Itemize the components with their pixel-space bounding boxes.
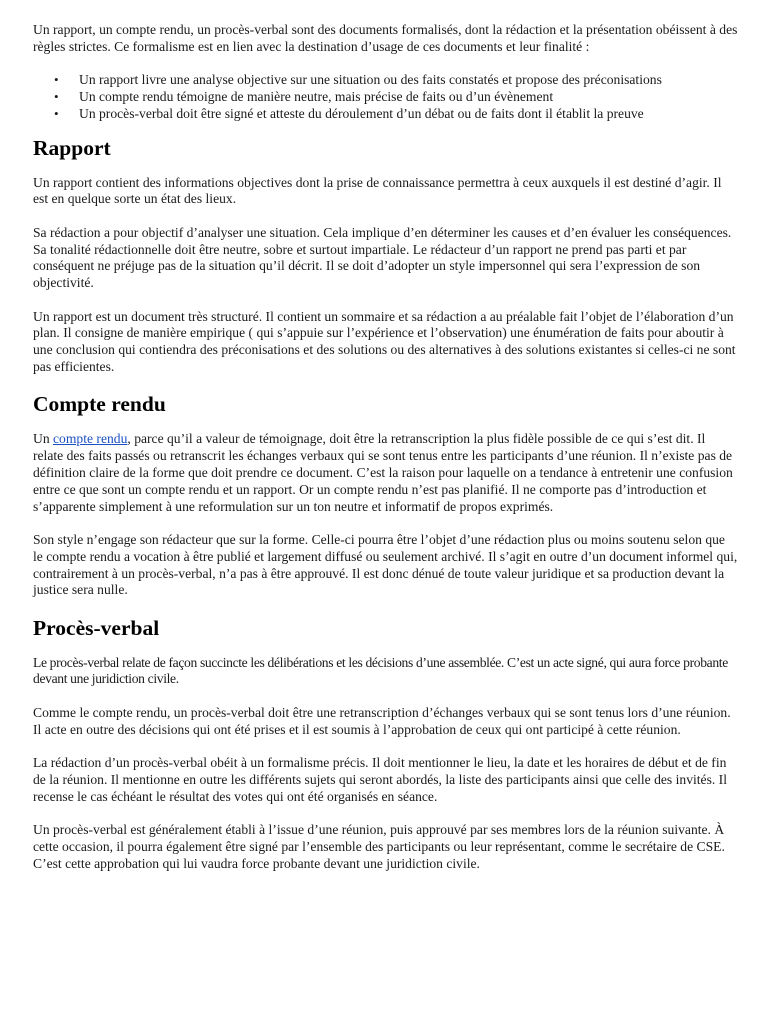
compte-rendu-text-before-link: Un bbox=[33, 431, 54, 447]
rapport-paragraph-2: Sa rédaction a pour objectif d’analyser une situation. Cela implique d’en déterminer les causes et d’en évaluer les conséquences. Sa tonalité rédactionnelle doit être neutre, sobre et surtout impartiale. Le rédacteur d’un rapport ne prend pas parti et par conséquent ne préjuge pas de la situation qu’il décrit. Il se doit d’adopter un style impersonnel qui sera l’expression de son objectivité. bbox=[33, 224, 732, 291]
compte-rendu-paragraph-1 bbox=[33, 431, 738, 515]
proces-verbal-lead: Le procès-verbal relate de façon succincte les délibérations et les décisions d’une assemblée. C’est un acte signé, qui aura force probante devant une juridiction civile. bbox=[33, 654, 728, 687]
compte-rendu-paragraph-2: Son style n’engage son rédacteur que sur la forme. Celle-ci pourra être l’objet d’une rédaction plus ou moins soutenu selon que le compte rendu a vocation à être publié et largement diffusé ou seulement archivé. Il s’agit en outre d’un document informel qui, contrairement à un procès-verbal, n’a pas à être approuvé. Il est donc dénué de toute valeur juridique et sa production devant la justice sera nulle. bbox=[33, 531, 738, 598]
proces-verbal-paragraph-3: Un procès-verbal est généralement établi à l’issue d’une réunion, puis approuvé par ses membres lors de la réunion suivante. À cette occasion, il pourra également être signé par l’ensemble des participants ou leur représentant, comme le secrétaire de CSE. C’est cette approbation qui lui vaudra force probante devant une juridiction civile. bbox=[33, 822, 725, 871]
proces-verbal-paragraph-1: Comme le compte rendu, un procès-verbal doit être une retranscription d’échanges verbaux qui se sont tenus lors d’une réunion. Il acte en outre des décisions qui ont été prises et il est soumis à l’approbation de ceux qui ont participé à cette réunion. bbox=[33, 704, 731, 737]
bullet-item-proces-verbal: • Un procès-verbal doit être signé et atteste du déroulement d’un débat ou de faits dont il établit la preuve bbox=[79, 106, 738, 123]
rapport-paragraph-3: Un rapport est un document très structuré. Il contient un sommaire et sa rédaction a au préalable fait l’objet de l’élaboration d’un plan. Il consigne de manière empirique ( qui s’appuie sur l’expérience et l’observation) une énumération de faits pour aboutir à une conclusion qui contiendra des préconisations et des solutions ou des alternatives à des solutions existantes si celles-ci ne sont pas efficientes. bbox=[33, 308, 736, 374]
proces-verbal-paragraph-2: La rédaction d’un procès-verbal obéit à un formalisme précis. Il doit mentionner le lieu, la date et les horaires de début et de fin de la réunion. Il mentionne en outre les différents sujets qui seront abordés, la liste des participants ainsi que celle des invités. Il recense le cas échéant le résultat des votes qui ont été organisés en séance. bbox=[33, 755, 727, 804]
heading-rapport: Rapport bbox=[33, 135, 111, 160]
intro-bullet-list bbox=[33, 72, 738, 122]
compte-rendu-link[interactable]: compte rendu bbox=[53, 431, 128, 447]
bullet-item-rapport: • Un rapport livre une analyse objective sur une situation ou des faits constatés et propose des préconisations bbox=[79, 72, 738, 89]
heading-compte-rendu: Compte rendu bbox=[33, 392, 166, 417]
compte-rendu-text-after-link: , parce qu’il a valeur de témoignage, doit être la retranscription la plus fidèle possible de ce qui s’est dit. Il relate des faits passés ou retranscrit les échanges verbaux qui se sont tenus entre les participants d’une réunion. Il n’existe pas de définition claire de la forme que doit prendre ce document. C’est la raison pour laquelle on a tendance à entretenir une confusion entre ce que sont un compte rendu et un rapport. Or un compte rendu n’est pas planifié. Il ne comporte pas d’introduction et s’apparente simplement à une reformulation sur un ton neutre et informatif de propos exprimés. bbox=[33, 431, 733, 514]
document-page bbox=[33, 22, 738, 889]
intro-paragraph: Un rapport, un compte rendu, un procès-verbal sont des documents formalisés, dont la rédaction et la présentation obéissent à des règles strictes. Ce formalisme est en lien avec la destination d’usage de ces documents et leur finalité : bbox=[33, 22, 738, 54]
bullet-item-compte-rendu: • Un compte rendu témoigne de manière neutre, mais précise de faits ou d’un évènement bbox=[79, 89, 738, 106]
heading-proces-verbal: Procès-verbal bbox=[33, 615, 160, 640]
rapport-paragraph-1: Un rapport contient des informations objectives dont la prise de connaissance permettra à ceux auxquels il est destiné d’agir. Il est en quelque sorte un état des lieux. bbox=[33, 174, 722, 207]
